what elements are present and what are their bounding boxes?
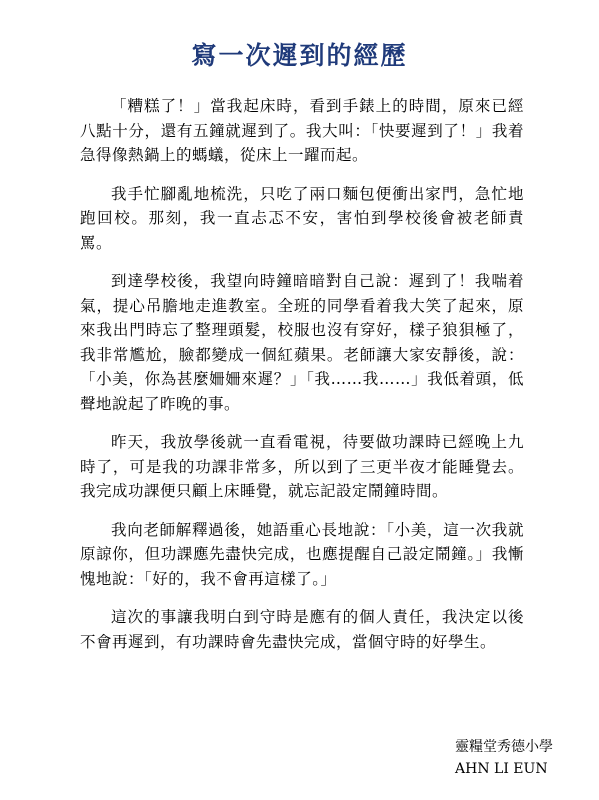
essay-paragraph-5: 我向老師解釋過後，她語重心長地說：「小美，這一次我就原諒你，但功課應先盡快完成，也應提醒自己設定鬧鐘。」我慚愧地說：「好的，我不會再這樣了。」 bbox=[80, 520, 524, 588]
essay-paragraph-3: 到達學校後，我望向時鐘暗暗對自己說：遲到了！我喘着氣，提心吊膽地走進教室。全班的同學看着我大笑了起來，原來我出門時忘了整理頭髮，校服也沒有穿好，樣子狼狽極了，我非常尷尬，臉都變成一個紅蘋果。老師讓大家安靜後，說：「小美，你為甚麼姍姍來遲？」「我……我……」我低着頭，低聲地說起了昨晚的事。 bbox=[80, 272, 524, 413]
essay-paragraph-6: 這次的事讓我明白到守時是應有的個人責任，我決定以後不會再遲到，有功課時會先盡快完成，當個守時的好學生。 bbox=[80, 608, 524, 651]
essay-paragraph-2: 我手忙腳亂地梳洗，只吃了兩口麵包便衝出家門，急忙地跑回校。那刻，我一直忐忑不安，害怕到學校後會被老師責罵。 bbox=[80, 184, 524, 252]
essay-paragraph-4: 昨天，我放學後就一直看電視，待要做功課時已經晚上九時了，可是我的功課非常多，所以到了三更半夜才能睡覺去。我完成功課便只顧上床睡覺，就忘記設定鬧鐘時間。 bbox=[80, 433, 524, 500]
author-name: AHN LI EUN bbox=[455, 761, 548, 777]
essay-body bbox=[80, 94, 524, 668]
essay-title: 寫一次遲到的經歷 bbox=[191, 41, 408, 70]
school-name: 靈糧堂秀德小學 bbox=[455, 739, 553, 755]
essay-paragraph-1: 「糟糕了！」當我起床時，看到手錶上的時間，原來已經八點十分，還有五鐘就遲到了。我大叫：「快要遲到了！」我着急得像熱鍋上的螞蟻，從床上一躍而起。 bbox=[80, 97, 524, 164]
signature-block bbox=[455, 736, 585, 780]
